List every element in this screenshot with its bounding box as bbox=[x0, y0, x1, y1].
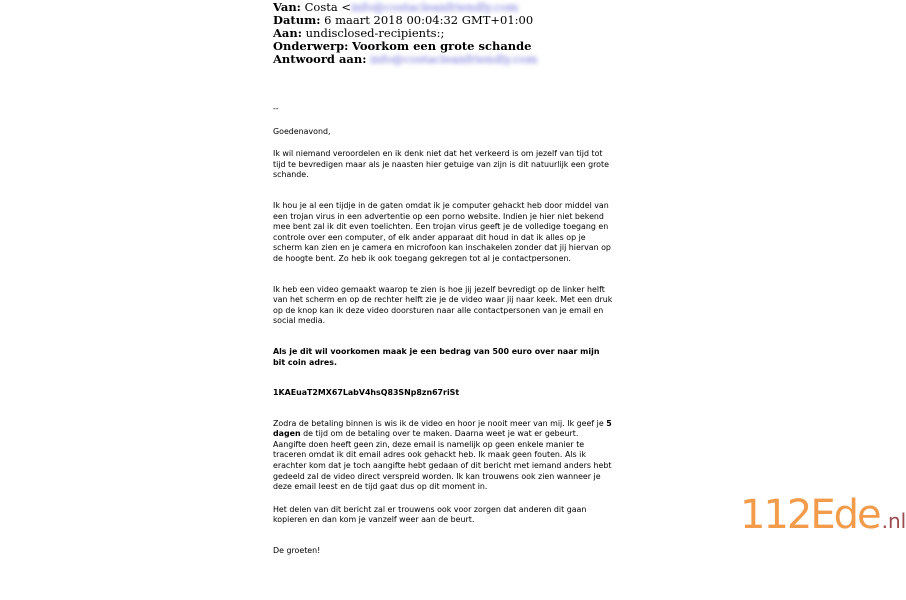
subject-label: Onderwerp: bbox=[273, 39, 349, 53]
paragraph-2: Ik hou je al een tijdje in de gaten omdat ik je computer gehackt heb door middel van een trojan virus in een advertentie op een porno website. Indien je hier niet bekend mee bent zal ik dit even toelichten. Een trojan virus geeft je de volledige toegang en controle over een computer, of elk ander apparaat dit houd in dat ik alles op je scherm kan zien en je camera en microfoon kan inschakelen zonder dat jij hiervan op de hoogte bent. Zo heb ik ook toegang gekregen tot al je contactpersonen. bbox=[273, 200, 611, 263]
deadline-days: 5 dagen bbox=[273, 418, 612, 439]
email-header bbox=[273, 1, 537, 66]
paragraph-5: Aangifte doen heeft geen zin, deze email is namelijk op geen enkele manier te traceren omdat ik dit email adres ook gehackt heb. Ik maak geen fouten. Als ik erachter kom dat je toch aangifte hebt gedaan of dit bericht met iemand anders hebt gedeeld zal de video direct verspreid worden. Ik kan trouwens ook zien wanneer je deze email leest en de tijd gaat dus op dit moment in. bbox=[273, 439, 612, 492]
watermark-suffix: .nl bbox=[881, 509, 906, 533]
paragraph-4-start: Zodra de betaling binnen is wis ik de video en hoor je nooit meer van mij. Ik geef je bbox=[273, 418, 607, 428]
date-value: 6 maart 2018 00:04:32 GMT+01:00 bbox=[324, 13, 534, 27]
from-name: Costa < bbox=[304, 0, 351, 14]
reply-email[interactable]: info@costacleanfriendly.com bbox=[370, 52, 538, 66]
to-value: undisclosed-recipients:; bbox=[305, 26, 445, 40]
reply-label: Antwoord aan: bbox=[273, 52, 367, 66]
from-label: Van: bbox=[273, 0, 301, 14]
to-label: Aan: bbox=[273, 26, 302, 40]
date-label: Datum: bbox=[273, 13, 321, 27]
watermark-main: 112Ede bbox=[740, 492, 880, 538]
paragraph-4 bbox=[273, 419, 613, 440]
paragraph-3: Ik heb een video gemaakt waarop te zien is hoe jij jezelf bevredigt op de linker helft van het scherm en op de rechter helft zie je de video waar jij naar keek. Met een druk op de knop kan ik deze video doorsturen naar alle contactpersonen van je email en social media. bbox=[273, 284, 613, 326]
closing: De groeten! bbox=[273, 546, 321, 556]
from-email[interactable]: info@costacleanfriendly.com bbox=[351, 0, 519, 14]
separator: -- bbox=[273, 104, 279, 113]
paragraph-4-end: de tijd om de betaling over te maken. Daarna weet je wat er gebeurt. bbox=[300, 429, 579, 439]
paragraph-6: Het delen van dit bericht zal er trouwens ook voor zorgen dat anderen dit gaan kopieren en dan kom je vanzelf weer aan de beurt. bbox=[273, 504, 587, 525]
ransom-demand: Als je dit wil voorkomen maak je een bedrag van 500 euro over naar mijn bit coin adres. bbox=[273, 346, 600, 367]
site-watermark-logo bbox=[740, 492, 906, 538]
bitcoin-address[interactable]: 1KAEuaT2MX67LabV4hsQ83SNp8zn67riSt bbox=[273, 388, 460, 398]
email-body bbox=[273, 104, 613, 557]
greeting: Goedenavond, bbox=[273, 126, 331, 136]
subject-value: Voorkom een grote schande bbox=[352, 39, 532, 53]
paragraph-1: Ik wil niemand veroordelen en ik denk niet dat het verkeerd is om jezelf van tijd tot tijd te bevredigen maar als je naasten hier getuige van zijn is dit natuurlijk een grote schande. bbox=[273, 149, 609, 180]
reply-row bbox=[273, 53, 537, 66]
